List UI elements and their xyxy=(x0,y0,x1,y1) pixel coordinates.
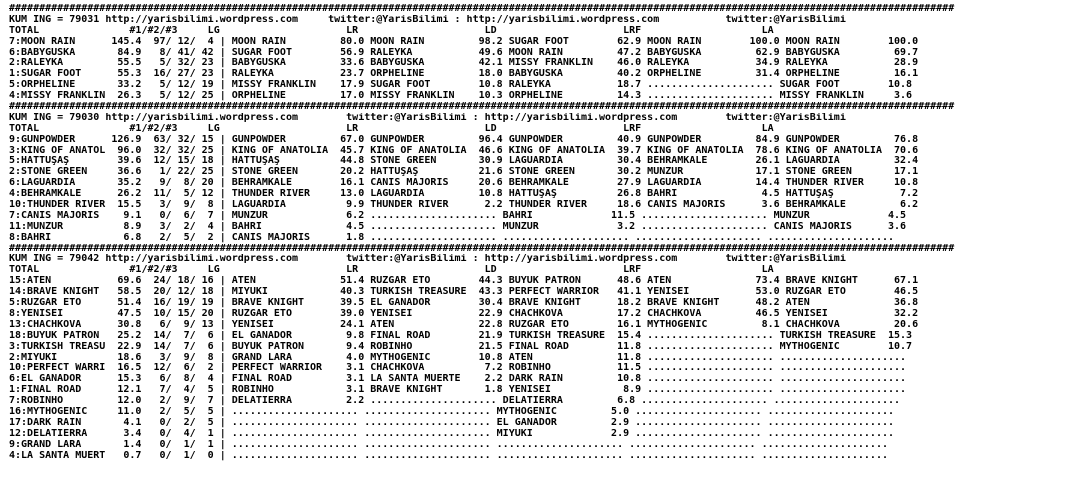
data-row: 1:SUGAR FOOT 55.3 16/ 27/ 23 | RALEYKA 23.7 ORPHELINE 18.0 BABYGUSKA 40.2 ORPHELINE 31.4 ORPHELINE 16.1 xyxy=(9,69,919,80)
data-row: 10:PERFECT WARRI 16.5 12/ 6/ 2 | PERFECT WARRIOR 3.1 CHACHKOVA 7.2 ROBINHO 11.5 ..................... ..................... xyxy=(9,363,907,374)
separator-line: ############################################################################################################################################################# xyxy=(9,102,955,113)
data-row: 7:MOON RAIN 145.4 97/ 12/ 4 | MOON RAIN 80.0 MOON RAIN 98.2 SUGAR FOOT 62.9 MOON RAIN 100.0 MOON RAIN 100.0 xyxy=(9,36,919,47)
data-row: 4:LA SANTA MUERT 0.7 0/ 1/ 0 | ..................... ..................... ..................... ..................... ..................... xyxy=(9,450,888,461)
data-row: 11:MUNZUR 8.9 3/ 2/ 4 | BAHRİ 4.5 ..................... MUNZUR 3.2 ..................... CANIS MAJORIS 3.6 xyxy=(9,221,907,232)
data-row: 2:RALEYKA 55.5 5/ 32/ 23 | BABYGUSKA 33.6 BABYGUSKA 42.1 MISSY FRANKLIN 46.0 RALEYKA 34.9 RALEYKA 28.9 xyxy=(9,58,919,69)
data-row: 1:FINAL ROAD 12.1 7/ 4/ 5 | ROBINHO 3.1 BRAVE KNIGHT 1.8 YENİSEİ 8.9 ..................... ..................... xyxy=(9,385,907,396)
data-row: 8:BAHRİ 6.8 2/ 5/ 2 | CANIS MAJORIS 1.8 ..................... ..................... ..................... ..................... xyxy=(9,232,895,243)
data-row: 5:ORPHELINE 33.2 5/ 12/ 19 | MISSY FRANKLIN 17.9 SUGAR FOOT 10.8 RALEYKA 18.7 ..................... SUGAR FOOT 10.8 xyxy=(9,80,913,91)
data-row: 12:DELATIERRA 3.4 0/ 4/ 1 | ..................... ..................... MİYUKİ 2.9 ..................... ..................... xyxy=(9,428,895,439)
separator-line: ############################################################################################################################################################# xyxy=(9,243,955,254)
data-row: 13:CHACHKOVA 30.8 6/ 9/ 13 | YENİSEİ 24.1 ATEN 22.8 RÜZGAR ETO 16.1 MYTHOGENIC 8.1 CHACHKOVA 20.6 xyxy=(9,319,919,330)
column-header-line: TOTAL #1/#2/#3 LG LR LD LRF LA xyxy=(9,123,774,134)
data-row: 9:GUNPOWDER 126.9 63/ 32/ 15 | GUNPOWDER 67.0 GUNPOWDER 96.4 GUNPOWDER 40.9 GUNPOWDER 84.9 GUNPOWDER 76.8 xyxy=(9,134,919,145)
data-row: 10:THUNDER RIVER 15.5 3/ 9/ 8 | LAGUARDIA 9.9 THUNDER RIVER 2.2 THUNDER RIVER 18.6 CANIS MAJORIS 3.6 BEHRAMKALE 6.2 xyxy=(9,200,919,211)
data-row: 15:ATEN 69.6 24/ 18/ 16 | ATEN 51.4 RÜZGAR ETO 44.3 BÜYÜK PATRON 48.6 ATEN 73.4 BRAVE KNIGHT 67.1 xyxy=(9,276,919,287)
data-row: 8:YENİSEİ 47.5 10/ 15/ 20 | RÜZGAR ETO 39.0 YENİSEİ 22.9 CHACHKOVA 17.2 CHACHKOVA 46.5 YENİSEİ 32.2 xyxy=(9,308,919,319)
data-row: 4:BEHRAMKALE 26.2 11/ 5/ 12 | THUNDER RIVER 13.0 LAGUARDIA 10.8 HATTUŞAŞ 26.8 BAHRİ 4.5 HATTUŞAŞ 7.2 xyxy=(9,189,919,200)
race-header-line: KUM ING = 79042 http://yarisbilimi.wordpress.com twitter:@YarisBilimi : http://yarisbilimi.wordpress.com twitter:@YarisBilimi xyxy=(9,254,846,265)
data-row: 18:BÜYÜK PATRON 25.2 14/ 7/ 6 | EL GANADOR 9.8 FINAL ROAD 21.9 TURKISH TREASURE 15.4 ..................... TURKISH TREASURE 15.3 xyxy=(9,330,913,341)
race-header-line: KUM ING = 79031 http://yarisbilimi.wordpress.com twitter:@YarisBilimi : http://yarisbilimi.wordpress.com twitter:@YarisBilimi xyxy=(9,14,846,25)
data-row: 3:KING OF ANATOL 96.0 32/ 32/ 25 | KING OF ANATOLIA 45.7 KING OF ANATOLIA 46.6 KING OF ANATOLIA 39.7 KING OF ANATOLIA 78.6 KING OF ANATOLIA 70.6 xyxy=(9,145,919,156)
race-79031-section xyxy=(9,4,1077,102)
data-row: 7:ROBINHO 12.0 2/ 9/ 7 | DELATIERRA 2.2 ..................... DELATIERRA 6.8 ..................... ..................... xyxy=(9,396,901,407)
data-row: 2:STONE GREEN 36.6 1/ 22/ 25 | STONE GREEN 20.2 HATTUŞAŞ 21.6 STONE GREEN 30.2 MUNZUR 17.1 STONE GREEN 17.1 xyxy=(9,167,919,178)
data-row: 14:BRAVE KNIGHT 58.5 20/ 12/ 18 | MİYUKİ 40.3 TURKISH TREASURE 43.3 PERFECT WARRIOR 41.1 YENİSEİ 53.0 RÜZGAR ETO 46.5 xyxy=(9,287,919,298)
data-row: 5:HATTUŞAŞ 39.6 12/ 15/ 18 | HATTUŞAŞ 44.8 STONE GREEN 30.9 LAGUARDIA 30.4 BEHRAMKALE 26.1 LAGUARDIA 32.4 xyxy=(9,156,919,167)
data-row: 2:MİYUKİ 18.6 3/ 9/ 8 | GRAND LARA 4.0 MYTHOGENIC 10.8 ATEN 11.8 ..................... ..................... xyxy=(9,352,907,363)
data-row: 16:MYTHOGENIC 11.0 2/ 5/ 5 | ..................... ..................... MYTHOGENIC 5.0 ..................... ..................... xyxy=(9,406,895,417)
race-79030-section xyxy=(9,102,1077,244)
race-header-line: KUM ING = 79030 http://yarisbilimi.wordpress.com twitter:@YarisBilimi : http://yarisbilimi.wordpress.com twitter:@YarisBilimi xyxy=(9,112,846,123)
data-row: 9:GRAND LARA 1.4 0/ 1/ 1 | ..................... ..................... ..................... ..................... ..................... xyxy=(9,439,888,450)
data-row: 3:TURKISH TREASU 22.9 14/ 7/ 6 | BÜYÜK PATRON 9.4 ROBINHO 21.5 FINAL ROAD 11.8 ..................... MYTHOGENIC 10.7 xyxy=(9,341,913,352)
data-row: 7:CANIS MAJORIS 9.1 0/ 6/ 7 | MUNZUR 6.2 ..................... BAHRİ 11.5 ..................... MUNZUR 4.5 xyxy=(9,210,907,221)
separator-line: ############################################################################################################################################################# xyxy=(9,4,955,14)
data-row: 6:BABYGUSKA 84.9 8/ 41/ 42 | SUGAR FOOT 56.9 RALEYKA 49.6 MOON RAIN 47.2 BABYGUSKA 62.9 BABYGUSKA 69.7 xyxy=(9,47,919,58)
data-row: 6:EL GANADOR 15.3 6/ 8/ 4 | FINAL ROAD 3.1 LA SANTA MUERTE 2.2 DARK RAIN 10.8 ..................... ..................... xyxy=(9,374,907,385)
race-79042-section xyxy=(9,244,1077,462)
data-row: 6:LAGUARDIA 35.2 9/ 8/ 20 | BEHRAMKALE 16.1 CANIS MAJORIS 20.6 BEHRAMKALE 27.9 LAGUARDIA 14.4 THUNDER RIVER 10.8 xyxy=(9,178,919,189)
data-row: 17:DARK RAIN 4.1 0/ 2/ 5 | ..................... ..................... EL GANADOR 2.9 ..................... ..................... xyxy=(9,417,895,428)
column-header-line: TOTAL #1/#2/#3 LG LR LD LRF LA xyxy=(9,25,774,36)
data-row: 5:RÜZGAR ETO 51.4 16/ 19/ 19 | BRAVE KNIGHT 39.5 EL GANADOR 30.4 BRAVE KNIGHT 18.2 BRAVE KNIGHT 48.2 ATEN 36.8 xyxy=(9,298,919,309)
data-row: 4:MISSY FRANKLIN 26.3 5/ 12/ 25 | ORPHELINE 17.0 MISSY FRANKLIN 10.3 ORPHELINE 14.3 ..................... MISSY FRANKLIN 3.6 xyxy=(9,91,913,102)
column-header-line: TOTAL #1/#2/#3 LG LR LD LRF LA xyxy=(9,265,774,276)
